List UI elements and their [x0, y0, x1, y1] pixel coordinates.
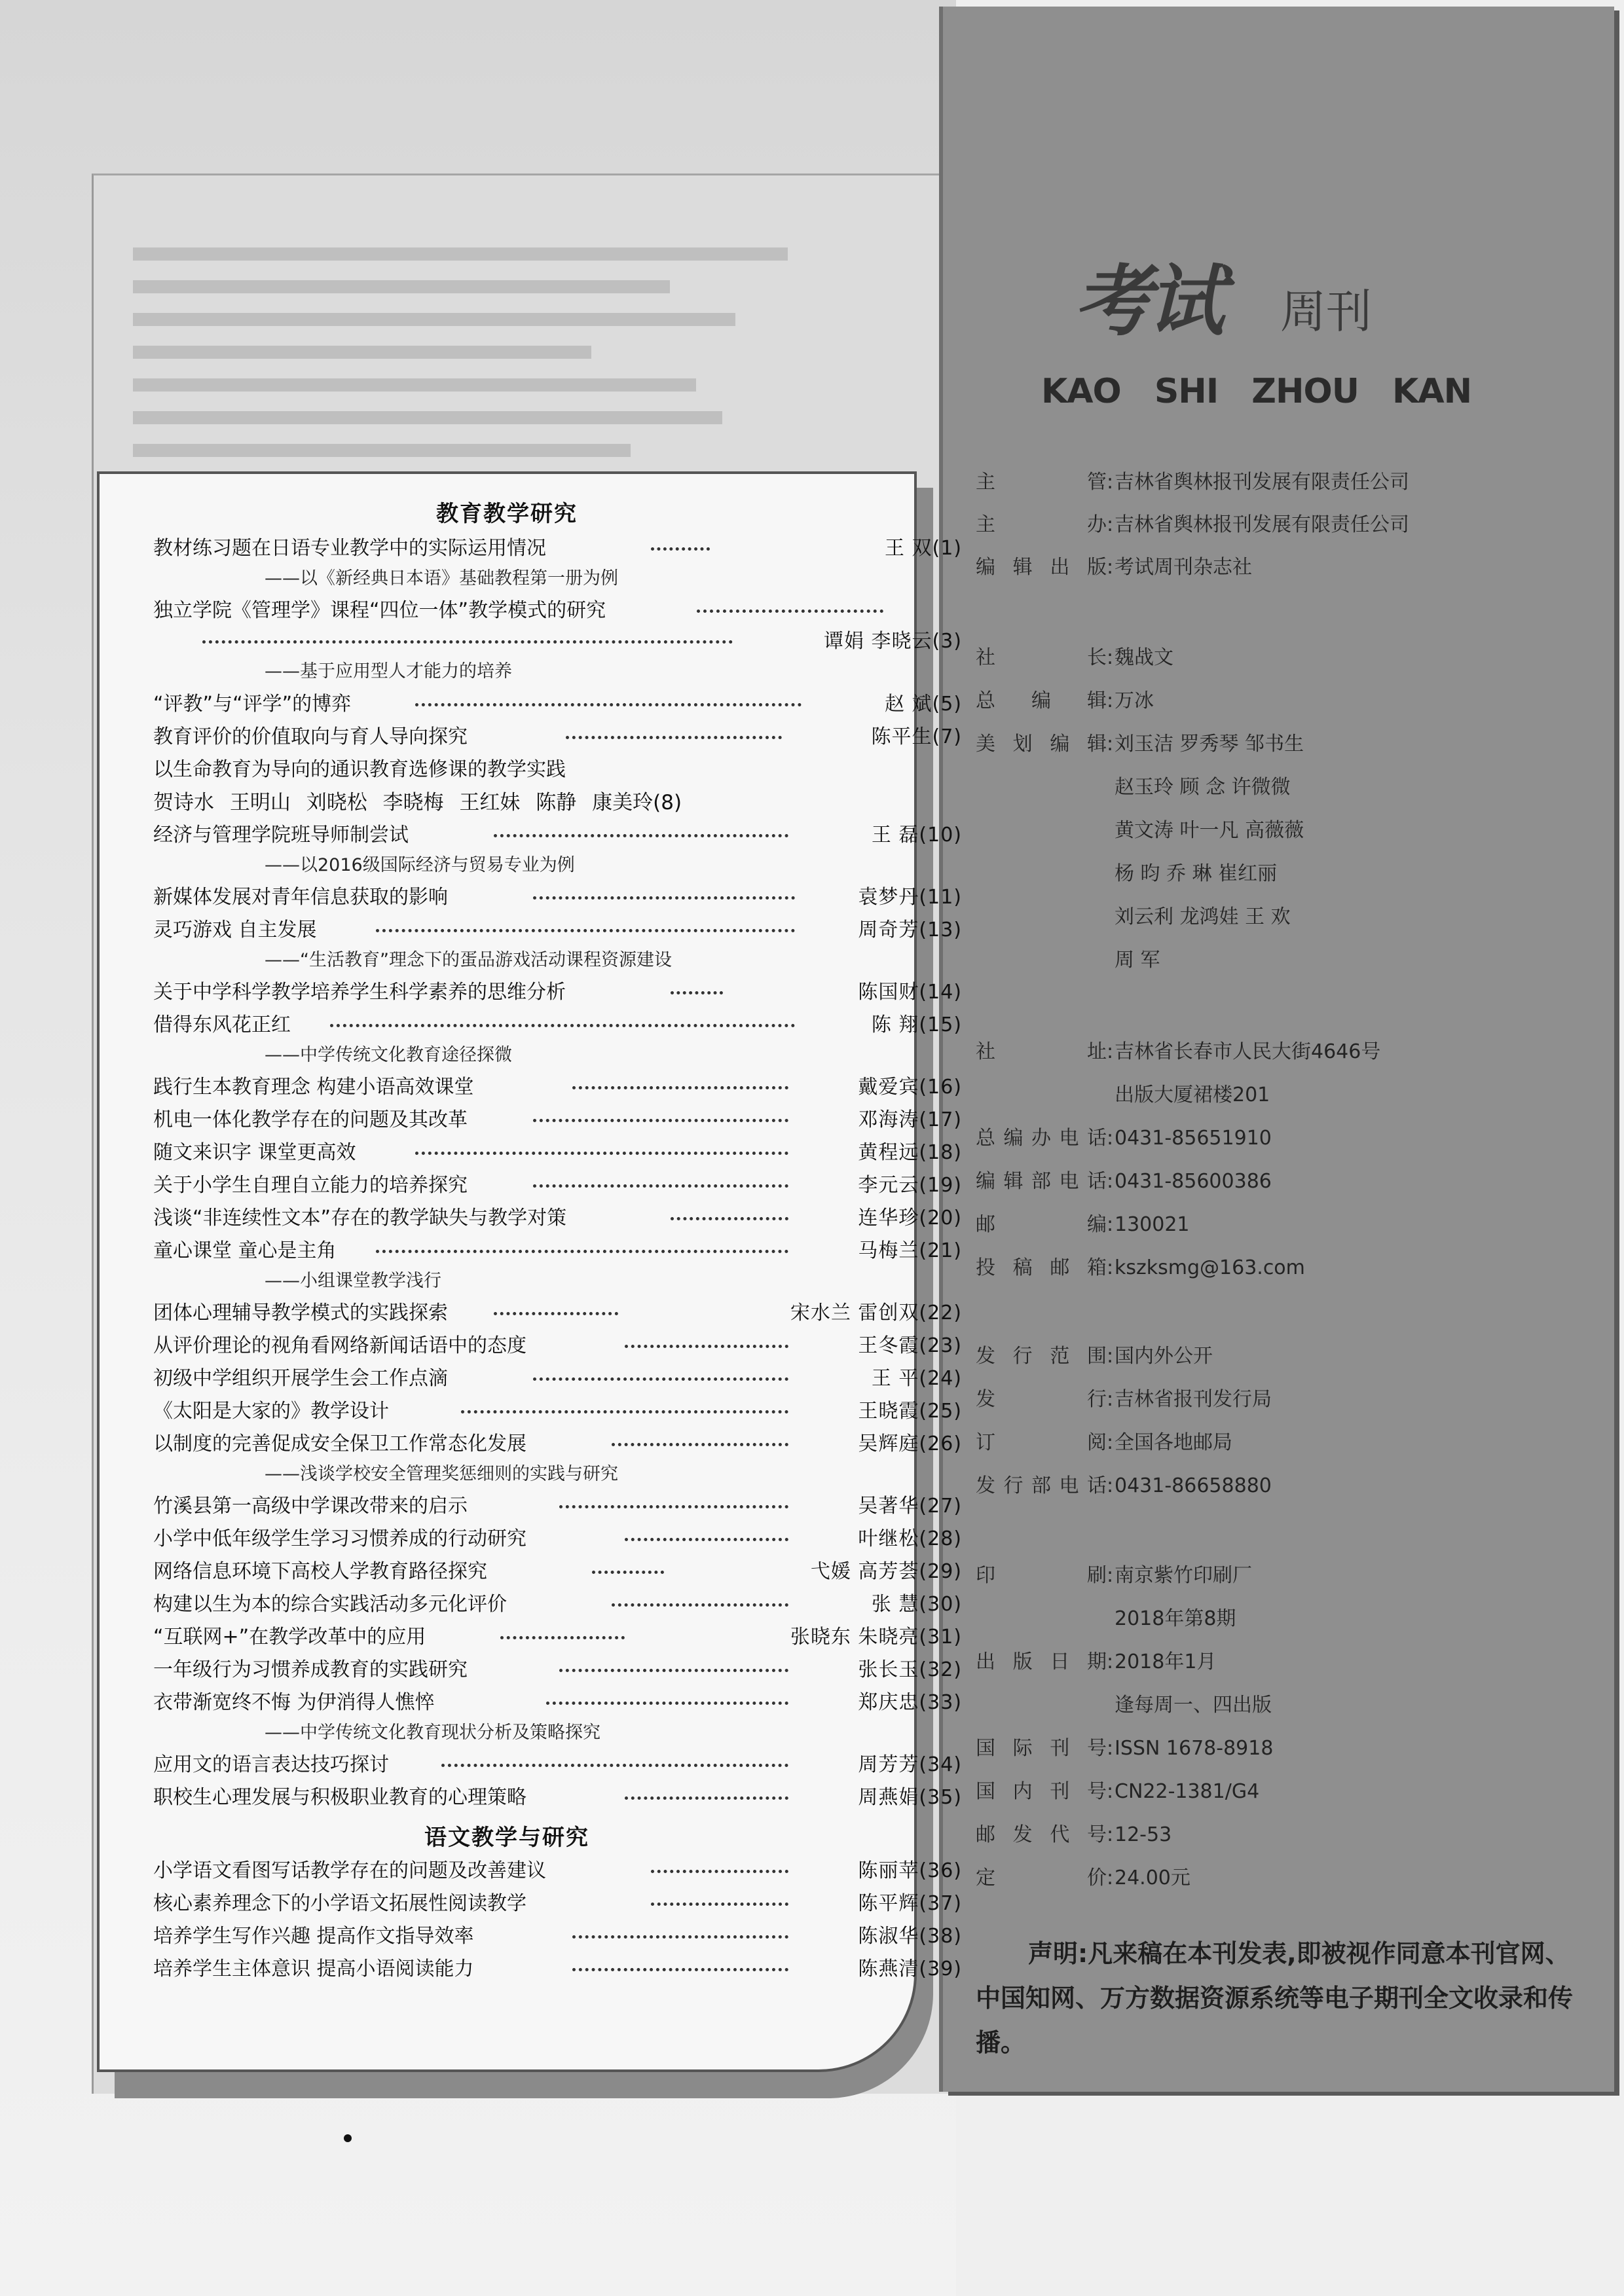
info-row: 美划编辑:刘玉洁 罗秀琴 邹书生: [976, 733, 1304, 756]
toc-entry: 谭娟 李晓云(3): [153, 626, 962, 657]
info-row: 邮发代号:12-53: [976, 1823, 1172, 1846]
info-continuation: 黄文涛 叶一凡 高薇薇: [1115, 819, 1304, 842]
info-row: 发行:吉林省报刊发行局: [976, 1388, 1272, 1411]
toc-entry: 一年级行为习惯养成教育的实践研究 张长玉(32): [153, 1658, 962, 1681]
toc-entry: 童心课堂 童心是主角 马梅兰(21): [153, 1239, 962, 1262]
section-title: 教育教学研究: [436, 501, 578, 527]
info-row: 发行范围:国内外公开: [976, 1345, 1213, 1368]
info-row: 发行部电话:0431-86658880: [976, 1474, 1272, 1497]
copyright-notice: 声明:凡来稿在本刊发表,即被视作同意本刊官网、中国知网、万方数据资源系统等电子期刊全文收录和传播。: [976, 1939, 1574, 2057]
info-continuation: 赵玉玲 顾 念 许微微: [1115, 776, 1291, 799]
toc-entry: “评教”与“评学”的博弈 赵 斌(5): [153, 693, 962, 716]
info-continuation: 周 军: [1115, 949, 1160, 972]
toc-entry: 灵巧游戏 自主发展 周奇芳(13): [153, 919, 962, 941]
toc-entry: 浅谈“非连续性文本”存在的教学缺失与教学对策 连华珍(20): [153, 1207, 962, 1230]
toc-entry: 小学中低年级学生学习习惯养成的行动研究 叶继松(28): [153, 1527, 962, 1550]
toc-entry: “互联网+”在教学改革中的应用 张晓东 朱晓亮(31): [153, 1626, 962, 1649]
journal-title-suffix: 周刊: [1280, 285, 1372, 338]
toc-entry: 随文来识字 课堂更高效 黄程远(18): [153, 1141, 962, 1164]
info-row: 国际刊号:ISSN 1678-8918: [976, 1737, 1274, 1760]
toc-entry: 衣带渐宽终不悔 为伊消得人憔悴 郑庆忠(33): [153, 1691, 962, 1714]
toc-entry: 初级中学组织开展学生会工作点滴 王 平(24): [153, 1367, 962, 1390]
toc-subtitle: ——浅谈学校安全管理奖惩细则的实践与研究: [265, 1464, 618, 1484]
info-continuation: 2018年第8期: [1115, 1607, 1236, 1630]
info-continuation: 出版大厦裙楼201: [1115, 1084, 1270, 1106]
speck: [344, 2134, 352, 2142]
info-row: 社长:魏战文: [976, 646, 1173, 669]
toc-entry: 竹溪县第一高级中学课改带来的启示 吴著华(27): [153, 1495, 962, 1518]
toc-entry: 关于小学生自理自立能力的培养探究 李元云(19): [153, 1174, 962, 1197]
toc-entry: 机电一体化教学存在的问题及其改革 邓海涛(17): [153, 1108, 962, 1131]
info-row: 邮编:130021: [976, 1213, 1190, 1236]
toc-entry: 培养学生主体意识 提高小语阅读能力 陈燕清(39): [153, 1958, 962, 1980]
toc-entry: 独立学院《管理学》课程“四位一体”教学模式的研究: [153, 595, 962, 627]
info-row: 编辑部电话:0431-85600386: [976, 1170, 1272, 1193]
info-row: 总编辑:万冰: [976, 689, 1154, 712]
toc-entry: 小学语文看图写话教学存在的问题及改善建议 陈丽苹(36): [153, 1859, 962, 1882]
journal-title: 考试: [1074, 256, 1221, 346]
toc-entry: 关于中学科学教学培养学生科学素养的思维分析 陈国财(14): [153, 981, 962, 1004]
toc-entry: 经济与管理学院班导师制尝试 王 磊(10): [153, 824, 962, 847]
toc-subtitle: ——“生活教育”理念下的蛋品游戏活动课程资源建设: [265, 950, 672, 970]
toc-entry: 应用文的语言表达技巧探讨 周芳芳(34): [153, 1753, 962, 1776]
info-row: 总编办电话:0431-85651910: [976, 1127, 1272, 1150]
toc-entry: 核心素养理念下的小学语文拓展性阅读教学 陈平辉(37): [153, 1892, 962, 1915]
toc-subtitle: ——以2016级国际经济与贸易专业为例: [265, 855, 575, 875]
journal-title-pinyin: KAO SHI ZHOU KAN: [1041, 372, 1472, 411]
info-row: 出版日期:2018年1月: [976, 1650, 1217, 1673]
toc-entry: 团体心理辅导教学模式的实践探索 宋水兰 雷创双(22): [153, 1302, 962, 1324]
toc-entry: 以制度的完善促成安全保卫工作常态化发展 吴辉庭(26): [153, 1432, 962, 1455]
toc-subtitle: ——中学传统文化教育途径探微: [265, 1045, 512, 1065]
info-row: 社址:吉林省长春市人民大街4646号: [976, 1040, 1381, 1063]
toc-entry: 从评价理论的视角看网络新闻话语中的态度 王冬霞(23): [153, 1334, 962, 1357]
info-continuation: 逢每周一、四出版: [1115, 1694, 1272, 1717]
info-row: 编辑出版:考试周刊杂志社: [976, 556, 1252, 579]
toc-entry: 践行生本教育理念 构建小语高效课堂 戴爱宾(16): [153, 1076, 962, 1099]
toc-entry: 构建以生为本的综合实践活动多元化评价 张 慧(30): [153, 1593, 962, 1616]
table-of-contents: [97, 471, 962, 2072]
info-row: 订阅:全国各地邮局: [976, 1431, 1232, 1454]
info-row: 投稿邮箱:kszksmg@163.com: [976, 1256, 1305, 1279]
info-row: 印刷:南京紫竹印刷厂: [976, 1564, 1252, 1587]
toc-entry: 以生命教育为导向的通识教育选修课的教学实践: [153, 758, 566, 781]
toc-entry: 教材练习题在日语专业教学中的实际运用情况 王 双(1): [153, 537, 962, 560]
toc-entry: 网络信息环境下高校人学教育路径探究 弋媛 高芳荟(29): [153, 1560, 962, 1583]
toc-entry: 借得东风花正红 陈 翔(15): [153, 1013, 962, 1036]
toc-subtitle: ——中学传统文化教育现状分析及策略探究: [265, 1722, 600, 1743]
toc-entry: 《太阳是大家的》教学设计 王晓霞(25): [153, 1400, 962, 1423]
toc-subtitle: ——以《新经典日本语》基础教程第一册为例: [265, 568, 618, 589]
toc-subtitle: ——小组课堂教学浅行: [265, 1271, 441, 1291]
info-continuation: 杨 昀 乔 琳 崔红丽: [1115, 862, 1278, 885]
section-title: 语文教学与研究: [424, 1825, 589, 1851]
toc-subtitle: ——基于应用型人才能力的培养: [265, 661, 512, 682]
info-continuation: 刘云利 龙鸿娃 王 欢: [1115, 905, 1291, 928]
toc-entry: 教育评价的价值取向与育人导向探究 陈平生(7): [153, 725, 962, 748]
toc-entry: 培养学生写作兴趣 提高作文指导效率 陈淑华(38): [153, 1925, 962, 1948]
toc-authors: 贺诗水 王明山 刘晓松 李晓梅 王红妹 陈静 康美玲(8): [153, 791, 682, 814]
toc-entry: 职校生心理发展与积极职业教育的心理策略 周燕娟(35): [153, 1786, 962, 1809]
info-row: 定价:24.00元: [976, 1867, 1190, 1889]
toc-entry: 新媒体发展对青年信息获取的影响 袁梦丹(11): [153, 886, 962, 909]
info-row: 主管:吉林省舆林报刊发展有限责任公司: [976, 471, 1409, 494]
info-row: 主办:吉林省舆林报刊发展有限责任公司: [976, 513, 1409, 536]
info-row: 国内刊号:CN22-1381/G4: [976, 1780, 1260, 1803]
